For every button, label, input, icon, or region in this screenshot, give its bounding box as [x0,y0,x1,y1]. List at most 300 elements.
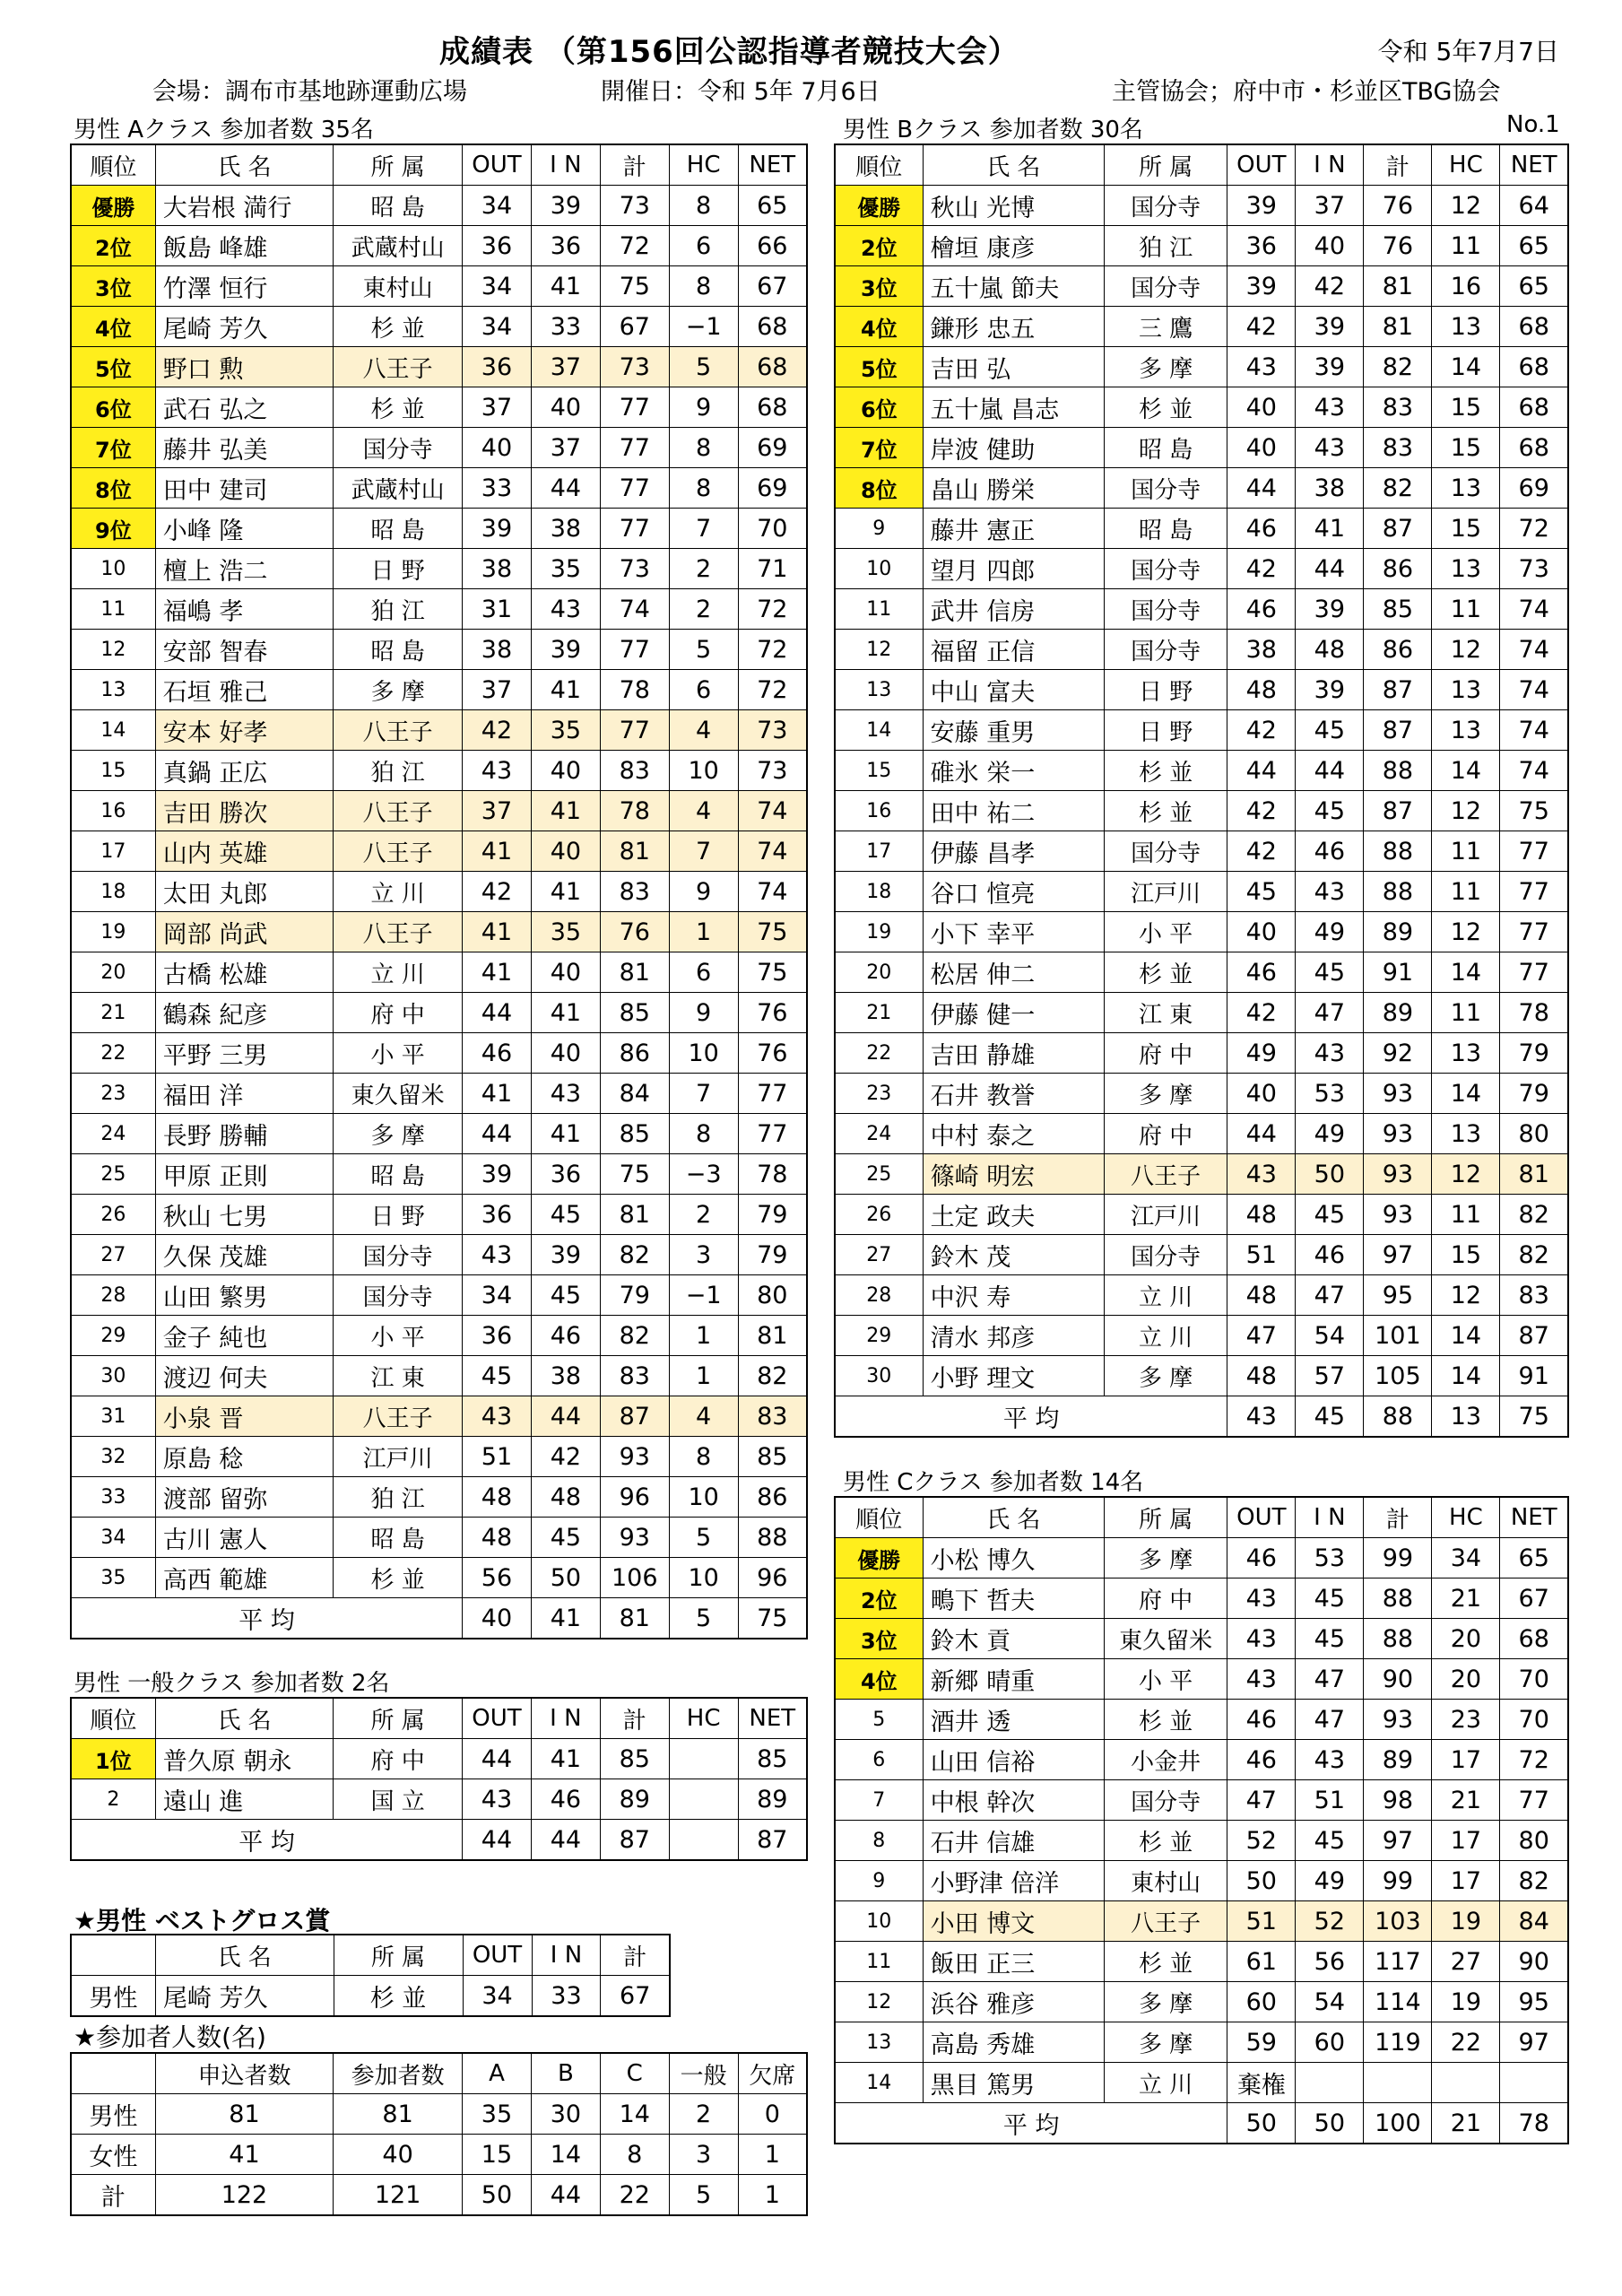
cell-affiliation: 多 摩 [1104,1982,1227,2022]
col-header-hc: HC [669,144,738,186]
cell-net: 85 [738,1437,807,1477]
table-row [71,347,807,387]
cell-net: 81 [1500,1154,1568,1195]
cell-out: 46 [1227,1740,1296,1780]
cell-name: 岡部 尚武 [155,912,333,952]
cell-total: 97 [1364,1235,1432,1275]
cell-net: 74 [738,872,807,912]
cell-net: 71 [738,549,807,589]
cell-net: 70 [738,509,807,549]
cell-total: 93 [600,1518,669,1558]
cell-hc: 3 [669,1235,738,1275]
cell-b: 44 [531,2175,600,2216]
cell-net: 68 [1500,307,1568,347]
cell-hc: 11 [1432,872,1500,912]
cell-hc: 8 [669,1114,738,1154]
cell-out: 48 [1227,1275,1296,1316]
cell-total: 103 [1364,1901,1432,1942]
cell-hc: 9 [669,993,738,1033]
cell-out: 56 [463,1558,532,1598]
col-header-total: 計 [1364,144,1432,186]
cell-total: 85 [600,1739,669,1779]
cell-name: 中山 富夫 [923,670,1104,710]
table-row [835,1619,1568,1659]
cell-out: 36 [463,347,532,387]
cell-general: 3 [669,2135,738,2175]
cell-rank: 11 [71,589,155,630]
cell-name: 松居 伸二 [923,952,1104,993]
cell-net: 65 [738,186,807,226]
header-row [71,1698,807,1739]
cell-in: 40 [531,751,600,791]
cell-hc: 12 [1432,1154,1500,1195]
table-row [71,1316,807,1356]
cell-total: 86 [1364,630,1432,670]
cell-in: 42 [531,1437,600,1477]
class-b-table [834,144,1569,1438]
average-total: 88 [1364,1396,1432,1438]
table-row [71,1739,807,1779]
cell-hc: 11 [1432,993,1500,1033]
cell-in: 41 [531,791,600,831]
cell-hc: 12 [1432,630,1500,670]
header-row [71,1935,670,1976]
average-hc [669,1820,738,1861]
cell-affiliation: 国分寺 [1104,266,1227,307]
cell-name: 望月 四郎 [923,549,1104,589]
cell-hc: 6 [669,226,738,266]
col-header-hc: HC [1432,1497,1500,1538]
cell-total: 67 [600,307,669,347]
cell-net: 85 [738,1739,807,1779]
table-row [835,670,1568,710]
table-row [71,1074,807,1114]
cell-out: 44 [1227,751,1296,791]
cell-net: 72 [1500,509,1568,549]
cell-hc: 14 [1432,1316,1500,1356]
cell-out: 43 [463,751,532,791]
cell-affiliation: 府 中 [1104,1033,1227,1074]
average-hc: 21 [1432,2103,1500,2144]
cell-hc: 34 [1432,1538,1500,1578]
cell-affiliation: 八王子 [334,831,463,872]
table-row [71,630,807,670]
cell-c: 8 [600,2135,669,2175]
table-row [835,589,1568,630]
cell-affiliation: 杉 並 [334,307,463,347]
cell-hc: 13 [1432,1114,1500,1154]
cell-blank: 女性 [71,2135,155,2175]
cell-rank: 7 [835,1780,923,1821]
cell-hc: 8 [669,266,738,307]
cell-affiliation: 立 川 [1104,2063,1227,2103]
cell-name: 吉田 勝次 [155,791,333,831]
average-label: 平 均 [71,1820,463,1861]
cell-affiliation: 杉 並 [1104,387,1227,428]
table-row [835,831,1568,872]
average-net: 75 [1500,1396,1568,1438]
cell-out: 46 [1227,1538,1296,1578]
cell-affiliation: 多 摩 [1104,1538,1227,1578]
cell-rank: 3位 [71,266,155,307]
cell-name: 尾崎 芳久 [155,1976,334,2017]
col-header-name: 氏 名 [923,1497,1104,1538]
col-header-rank: 順位 [71,144,155,186]
col-header-affiliation: 所 属 [1104,144,1227,186]
cell-in: 44 [531,468,600,509]
cell-net: 83 [738,1396,807,1437]
table-row [835,1074,1568,1114]
cell-applicants: 41 [155,2135,333,2175]
cell-affiliation: 日 野 [1104,710,1227,751]
cell-blank: 男性 [71,2094,155,2135]
col-header-blank [71,1935,155,1976]
cell-name: 小峰 隆 [155,509,333,549]
cell-in: 54 [1296,1982,1364,2022]
cell-affiliation: 国 立 [334,1779,463,1820]
cell-name: 秋山 光博 [923,186,1104,226]
cell-rank: 12 [835,1982,923,2022]
cell-hc: 7 [669,1074,738,1114]
cell-total: 76 [600,912,669,952]
cell-hc: 12 [1432,791,1500,831]
cell-total: 82 [1364,468,1432,509]
average-net: 87 [738,1820,807,1861]
cell-in: 51 [1296,1780,1364,1821]
cell-name: 山田 繁男 [155,1275,333,1316]
cell-affiliation: 小金井 [1104,1740,1227,1780]
cell-name: 飯田 正三 [923,1942,1104,1982]
cell-in: 39 [1296,670,1364,710]
class-a-label: 男性 Aクラス 参加者数 35名 [74,117,374,144]
cell-affiliation: 杉 並 [334,387,463,428]
cell-total: 88 [1364,831,1432,872]
cell-rank: 2位 [71,226,155,266]
cell-out: 38 [463,630,532,670]
cell-total: 114 [1364,1982,1432,2022]
col-header-rank: 順位 [835,1497,923,1538]
cell-in: 43 [1296,387,1364,428]
cell-in: 36 [531,1154,600,1195]
cell-name: 岸波 健助 [923,428,1104,468]
cell-affiliation: 昭 島 [1104,509,1227,549]
cell-out: 52 [1227,1821,1296,1861]
cell-hc: 27 [1432,1942,1500,1982]
cell-net: 77 [1500,912,1568,952]
cell-total: 76 [1364,186,1432,226]
table-row [835,1195,1568,1235]
cell-rank: 30 [71,1356,155,1396]
cell-net: 75 [1500,791,1568,831]
cell-affiliation: 小 平 [1104,912,1227,952]
cell-net: 76 [738,993,807,1033]
cell-total: 84 [600,1074,669,1114]
cell-attendees: 121 [334,2175,463,2216]
table-row [71,468,807,509]
col-header-general: 一般 [669,2053,738,2094]
cell-total: 105 [1364,1356,1432,1396]
cell-rank: 3位 [835,1619,923,1659]
cell-total: 87 [1364,670,1432,710]
cell-rank: 13 [835,2022,923,2063]
cell-rank: 25 [835,1154,923,1195]
cell-name: 藤井 弘美 [155,428,333,468]
cell-out: 33 [463,468,532,509]
table-row [835,266,1568,307]
cell-rank: 31 [71,1396,155,1437]
cell-out: 34 [463,1976,532,2017]
cell-rank: 16 [835,791,923,831]
cell-net: 72 [738,670,807,710]
cell-affiliation: 東村山 [1104,1861,1227,1901]
cell-name: 渡部 留弥 [155,1477,333,1518]
col-header-affiliation: 所 属 [1104,1497,1227,1538]
table-row [71,831,807,872]
cell-in: 39 [1296,347,1364,387]
table-row [71,952,807,993]
cell-hc: −1 [669,1275,738,1316]
table-row [71,1154,807,1195]
cell-out: 60 [1227,1982,1296,2022]
cell-name: 高西 範雄 [155,1558,333,1598]
cell-name: 福田 洋 [155,1074,333,1114]
cell-c: 14 [600,2094,669,2135]
cell-hc: 14 [1432,347,1500,387]
cell-hc: 16 [1432,266,1500,307]
cell-hc: 2 [669,1195,738,1235]
cell-affiliation: 杉 並 [1104,791,1227,831]
cell-absent: 1 [738,2135,807,2175]
cell-in: 45 [1296,1619,1364,1659]
cell-name: 酒井 透 [923,1700,1104,1740]
cell-total: 76 [1364,226,1432,266]
cell-out: 46 [463,1033,532,1074]
cell-net [1500,2063,1568,2103]
cell-affiliation: 国分寺 [1104,1235,1227,1275]
table-row [71,670,807,710]
cell-name: 平野 三男 [155,1033,333,1074]
cell-hc: 14 [1432,751,1500,791]
cell-affiliation: 杉 並 [1104,1700,1227,1740]
table-row [71,1396,807,1437]
cell-name: 五十嵐 節夫 [923,266,1104,307]
cell-total: 82 [1364,347,1432,387]
cell-name: 遠山 進 [155,1779,333,1820]
cell-name: 小野津 倍洋 [923,1861,1104,1901]
cell-out: 40 [1227,428,1296,468]
cell-in: 35 [531,549,600,589]
cell-rank: 11 [835,589,923,630]
page-number: No.1 [1506,111,1560,138]
col-header-in: I N [531,144,600,186]
cell-out: 43 [1227,1659,1296,1700]
cell-affiliation: 東久留米 [334,1074,463,1114]
cell-hc: 7 [669,509,738,549]
cell-net: 74 [1500,589,1568,630]
cell-affiliation: 国分寺 [334,1235,463,1275]
table-row [835,872,1568,912]
cell-hc: −3 [669,1154,738,1195]
cell-rank: 21 [835,993,923,1033]
cell-out: 42 [1227,791,1296,831]
cell-net: 79 [1500,1074,1568,1114]
cell-hc: 15 [1432,428,1500,468]
cell-net: 91 [1500,1356,1568,1396]
cell-rank: 29 [835,1316,923,1356]
cell-b: 14 [531,2135,600,2175]
table-row [835,1356,1568,1396]
cell-affiliation: 東村山 [334,266,463,307]
cell-out: 41 [463,912,532,952]
cell-in: 47 [1296,993,1364,1033]
cell-out: 47 [1227,1780,1296,1821]
cell-affiliation: 江戸川 [334,1437,463,1477]
cell-hc: 1 [669,912,738,952]
cell-out: 42 [463,872,532,912]
cell-rank: 34 [71,1518,155,1558]
table-row [835,387,1568,428]
cell-net: 74 [1500,751,1568,791]
cell-out: 40 [1227,1074,1296,1114]
cell-in: 44 [1296,549,1364,589]
participants-table [70,2052,808,2216]
cell-general: 2 [669,2094,738,2135]
cell-in: 49 [1296,1114,1364,1154]
col-header-affiliation: 所 属 [334,1698,463,1739]
cell-in [1296,2063,1364,2103]
cell-total: 92 [1364,1033,1432,1074]
cell-rank: 22 [835,1033,923,1074]
cell-out: 34 [463,307,532,347]
cell-out: 42 [1227,993,1296,1033]
cell-net: 65 [1500,266,1568,307]
cell-out: 48 [1227,1195,1296,1235]
cell-rank: 10 [71,549,155,589]
table-row [835,1578,1568,1619]
cell-hc [669,1739,738,1779]
cell-rank: 5位 [71,347,155,387]
cell-in: 45 [531,1275,600,1316]
cell-name: 田中 祐二 [923,791,1104,831]
cell-hc: 23 [1432,1700,1500,1740]
cell-net: 79 [738,1235,807,1275]
cell-in: 45 [1296,952,1364,993]
cell-affiliation: 府 中 [1104,1578,1227,1619]
cell-rank: 27 [71,1235,155,1275]
cell-name: 高島 秀雄 [923,2022,1104,2063]
cell-name: 碓氷 栄一 [923,751,1104,791]
cell-net: 80 [738,1275,807,1316]
cell-out: 42 [463,710,532,751]
cell-rank: 16 [71,791,155,831]
cell-rank: 2位 [835,1578,923,1619]
table-row [71,993,807,1033]
cell-net: 68 [1500,428,1568,468]
cell-in: 43 [1296,872,1364,912]
cell-hc: 9 [669,872,738,912]
table-row [71,1437,807,1477]
cell-a: 50 [463,2175,532,2216]
cell-affiliation: 小 平 [334,1316,463,1356]
average-label: 平 均 [835,1396,1227,1438]
cell-out: 34 [463,1275,532,1316]
cell-hc: 2 [669,589,738,630]
cell-net: 77 [1500,952,1568,993]
cell-hc: 11 [1432,1195,1500,1235]
table-row [835,1154,1568,1195]
cell-net: 68 [1500,387,1568,428]
cell-rank: 20 [71,952,155,993]
cell-hc: 11 [1432,831,1500,872]
cell-in: 41 [531,266,600,307]
cell-hc: 7 [669,831,738,872]
cell-net: 68 [738,347,807,387]
cell-total: 95 [1364,1275,1432,1316]
table-row [835,428,1568,468]
cell-name: 尾崎 芳久 [155,307,333,347]
cell-in: 48 [1296,630,1364,670]
cell-name: 山内 英雄 [155,831,333,872]
cell-total: 78 [600,670,669,710]
cell-total: 93 [1364,1700,1432,1740]
cell-hc: 15 [1432,387,1500,428]
cell-rank: 8 [835,1821,923,1861]
cell-total: 87 [1364,509,1432,549]
header-row [835,1497,1568,1538]
cell-net: 82 [1500,1235,1568,1275]
cell-rank: 17 [835,831,923,872]
table-row [71,428,807,468]
cell-in: 47 [1296,1659,1364,1700]
cell-total: 89 [1364,912,1432,952]
cell-in: 52 [1296,1901,1364,1942]
cell-total: 83 [1364,387,1432,428]
cell-total: 77 [600,468,669,509]
cell-rank: 優勝 [835,186,923,226]
cell-affiliation: 八王子 [334,710,463,751]
cell-rank: 13 [71,670,155,710]
table-row [835,1538,1568,1578]
cell-total: 96 [600,1477,669,1518]
col-header-applicants: 申込者数 [155,2053,333,2094]
col-header-out: OUT [1227,1497,1296,1538]
held-date: 開催日：令和 5年 7月6日 [601,78,880,106]
cell-total: 77 [600,509,669,549]
cell-out: 36 [463,226,532,266]
cell-net: 82 [738,1356,807,1396]
cell-total: 99 [1364,1538,1432,1578]
cell-total: 81 [1364,307,1432,347]
col-header-a: A [463,2053,532,2094]
cell-out: 43 [1227,347,1296,387]
cell-rank: 9 [835,1861,923,1901]
average-hc: 5 [669,1598,738,1639]
cell-hc [669,1779,738,1820]
cell-in: 37 [531,428,600,468]
cell-a: 15 [463,2135,532,2175]
table-row [71,1033,807,1074]
cell-in: 40 [531,952,600,993]
col-header-rank: 順位 [835,144,923,186]
cell-hc: 1 [669,1356,738,1396]
cell-total: 79 [600,1275,669,1316]
average-total: 87 [600,1820,669,1861]
col-header-name: 氏 名 [155,1698,333,1739]
cell-total: 89 [600,1779,669,1820]
cell-rank: 4位 [71,307,155,347]
cell-name: 谷口 愃亮 [923,872,1104,912]
cell-in: 33 [531,307,600,347]
